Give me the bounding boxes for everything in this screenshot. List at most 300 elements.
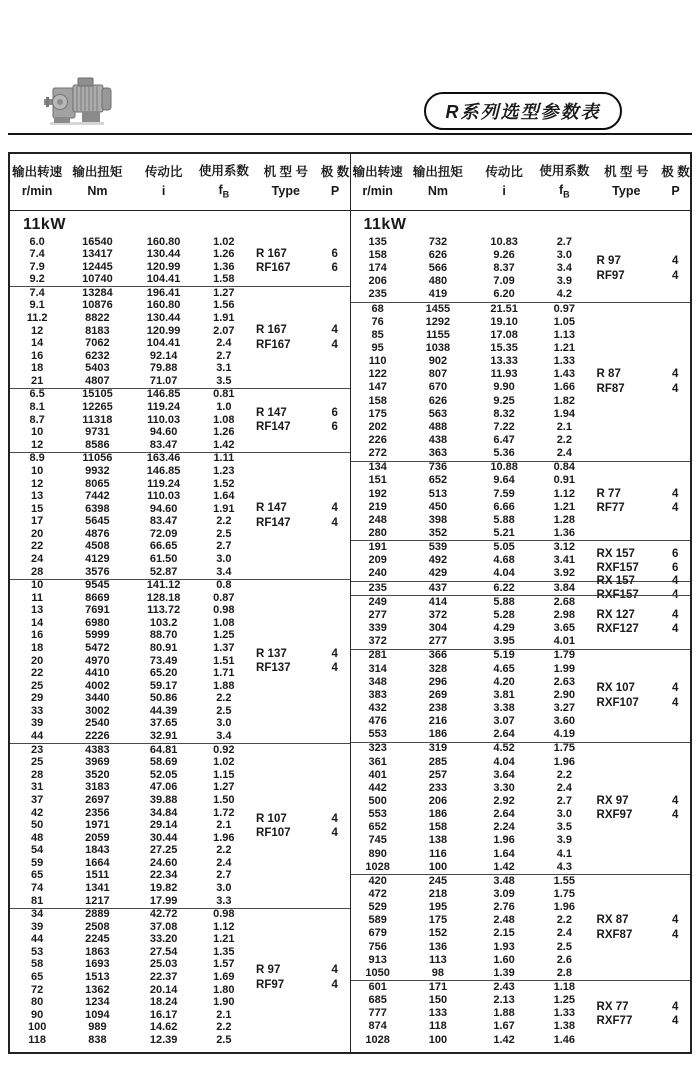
factor-cell: 1.52 — [213, 477, 235, 490]
speed-cell: 12 — [31, 324, 44, 337]
ratio-cell: 10.88 — [490, 461, 518, 474]
type-line — [592, 367, 690, 381]
type-label: RF77 — [596, 501, 625, 514]
speed-cell: 11 — [31, 591, 43, 604]
ratio-cell: 104.41 — [146, 273, 181, 286]
torque-cell: 3183 — [85, 781, 110, 794]
ratio-cell: 2.48 — [493, 914, 515, 927]
factor-cell: 1.96 — [213, 831, 235, 844]
ratio-cell: 83.47 — [149, 515, 178, 528]
speed-cell: 219 — [368, 500, 387, 513]
type-label: R 87 — [596, 368, 621, 381]
ratio-cell: 6.22 — [493, 581, 515, 594]
ratio-cell: 5.19 — [493, 649, 515, 662]
speed-cell: 383 — [368, 688, 387, 701]
torque-cell: 100 — [428, 860, 448, 873]
torque-cell: 1094 — [85, 1008, 110, 1021]
ratio-cell: 4.65 — [493, 662, 515, 675]
right-group-2 — [351, 302, 691, 461]
speed-cell: 39 — [31, 920, 44, 933]
ratio-cell: 8.37 — [493, 262, 515, 275]
factor-cell: 2.68 — [553, 595, 576, 608]
speed-cell: 28 — [31, 565, 44, 578]
pole-value: 4 — [331, 338, 338, 351]
pole-value: 6 — [672, 547, 679, 560]
speed-cell: 59 — [31, 856, 44, 869]
type-line — [592, 382, 690, 396]
speed-cell: 348 — [368, 675, 387, 688]
type-line — [251, 963, 349, 977]
speed-cell: 756 — [368, 940, 387, 953]
torque-cell: 7691 — [85, 604, 110, 617]
torque-cell: 2889 — [85, 908, 110, 921]
factor-cell: 1.21 — [553, 341, 576, 354]
factor-cell: 2.6 — [556, 953, 572, 966]
ratio-cell: 71.07 — [149, 374, 178, 387]
torque-cell: 363 — [428, 447, 448, 460]
ratio-cell: 2.43 — [493, 981, 515, 994]
type-line — [592, 794, 690, 808]
ratio-cell: 128.18 — [146, 591, 181, 604]
factor-cell: 1.90 — [213, 996, 235, 1009]
speed-cell: 9.2 — [29, 273, 45, 286]
type-line — [251, 978, 349, 992]
ratio-cell: 3.48 — [493, 874, 515, 887]
speed-cell: 7.4 — [29, 286, 45, 299]
torque-cell: 670 — [428, 381, 448, 394]
factor-cell: 1.25 — [553, 994, 576, 1007]
factor-cell: 3.41 — [553, 554, 576, 567]
factor-cell: 2.4 — [216, 337, 232, 350]
factor-cell: 1.0 — [216, 401, 232, 414]
left-group-3 — [10, 388, 350, 452]
pole-value: 4 — [672, 575, 679, 588]
torque-cell: 1234 — [85, 996, 110, 1009]
pole-value: 4 — [672, 255, 679, 268]
ratio-cell: 1.60 — [493, 953, 515, 966]
pole-value: 4 — [331, 516, 338, 529]
speed-cell: 432 — [368, 701, 387, 714]
torque-cell: 285 — [428, 755, 448, 768]
ratio-cell: 80.91 — [149, 642, 178, 655]
factor-cell: 1.26 — [213, 426, 235, 439]
factor-cell: 1.15 — [213, 768, 235, 781]
speed-cell: 85 — [371, 328, 384, 341]
factor-cell: 1.23 — [213, 464, 235, 477]
torque-cell: 2540 — [85, 717, 110, 730]
type-line — [592, 1014, 690, 1028]
speed-cell: 13 — [31, 490, 44, 503]
table-body-right — [351, 211, 691, 1052]
factor-cell: 3.60 — [553, 715, 576, 728]
torque-cell: 7442 — [85, 490, 110, 503]
speed-cell: 8.9 — [29, 452, 45, 465]
type-label: RXF127 — [596, 623, 639, 636]
factor-cell: 2.4 — [216, 856, 232, 869]
ratio-cell: 83.47 — [149, 438, 178, 451]
header-service-factor: 使用系数 $f_B$ — [198, 164, 249, 200]
factor-cell: 1.28 — [553, 513, 576, 526]
speed-cell: 281 — [368, 649, 387, 662]
type-line — [592, 487, 690, 501]
header-type: 机 型 号 Type — [263, 165, 309, 198]
torque-cell: 5403 — [85, 362, 110, 375]
speed-cell: 81 — [31, 894, 44, 907]
torque-cell: 566 — [428, 262, 448, 275]
speed-cell: 361 — [368, 755, 387, 768]
pole-value: 4 — [672, 928, 679, 941]
ratio-cell: 7.09 — [493, 275, 515, 288]
factor-cell: 3.4 — [216, 565, 232, 578]
ratio-cell: 12.39 — [149, 1033, 178, 1046]
ratio-cell: 19.82 — [149, 882, 178, 894]
type-label: RF107 — [256, 826, 291, 839]
right-group-9 — [351, 874, 691, 980]
ratio-cell: 130.44 — [146, 248, 181, 261]
factor-cell: 2.1 — [216, 1008, 232, 1021]
torque-cell: 4876 — [85, 527, 110, 540]
torque-cell: 269 — [428, 688, 448, 701]
factor-cell: 2.5 — [556, 940, 572, 953]
type-line — [251, 812, 349, 826]
factor-cell: 1.33 — [553, 355, 576, 368]
type-pole-block — [251, 909, 349, 1047]
speed-cell: 39 — [31, 717, 44, 730]
header-output-torque: 输出扭矩 Nm — [72, 165, 123, 198]
header-output-speed: 输出转速 r/min — [352, 165, 403, 198]
ratio-cell: 120.99 — [146, 260, 181, 273]
factor-cell: 2.2 — [556, 914, 572, 927]
ratio-cell: 88.70 — [149, 629, 178, 642]
ratio-cell: 65.20 — [149, 667, 178, 680]
torque-cell: 2697 — [85, 793, 110, 806]
speed-cell: 339 — [368, 622, 387, 635]
torque-cell: 257 — [428, 768, 448, 781]
type-label: RX 77 — [596, 1000, 629, 1013]
torque-cell: 12445 — [82, 260, 113, 273]
pole-value: 4 — [672, 382, 679, 395]
type-line — [251, 516, 349, 530]
torque-cell: 216 — [428, 715, 448, 728]
type-label: RF87 — [596, 382, 625, 395]
type-label: RF167 — [256, 262, 291, 275]
ratio-cell: 160.80 — [146, 235, 181, 248]
speed-cell: 25 — [31, 756, 44, 769]
speed-cell: 442 — [368, 781, 387, 794]
torque-cell: 492 — [428, 554, 448, 567]
factor-cell: 0.98 — [213, 604, 235, 617]
ratio-cell: 7.22 — [493, 420, 515, 433]
speed-cell: 158 — [368, 394, 387, 407]
torque-cell: 319 — [428, 742, 448, 755]
ratio-cell: 1.39 — [493, 966, 515, 979]
torque-cell: 3969 — [85, 756, 110, 769]
factor-cell: 1.69 — [213, 971, 235, 984]
speed-cell: 80 — [31, 996, 44, 1009]
speed-cell: 401 — [368, 768, 387, 781]
factor-cell: 1.35 — [213, 945, 235, 958]
factor-cell: 1.27 — [213, 286, 235, 299]
pole-value: 4 — [331, 978, 338, 991]
torque-cell: 195 — [428, 901, 448, 914]
factor-cell: 2.8 — [556, 966, 572, 979]
ratio-cell: 22.37 — [149, 971, 178, 984]
page-title: R系列选型参数表 — [424, 92, 622, 130]
ratio-cell: 22.34 — [149, 869, 178, 882]
torque-cell: 419 — [428, 288, 448, 301]
column-header-right — [351, 154, 691, 211]
factor-cell: 1.66 — [553, 381, 576, 394]
ratio-cell: 163.46 — [146, 452, 181, 465]
torque-cell: 539 — [428, 541, 448, 554]
type-pole-block — [592, 596, 690, 649]
ratio-cell: 110.03 — [147, 413, 181, 426]
ratio-cell: 79.88 — [149, 362, 178, 375]
type-line — [592, 269, 690, 283]
speed-cell: 100 — [27, 1021, 47, 1034]
ratio-cell: 9.64 — [493, 474, 515, 487]
factor-cell: 1.21 — [553, 500, 576, 513]
ratio-cell: 5.36 — [493, 447, 515, 460]
ratio-cell: 141.12 — [146, 579, 181, 592]
torque-cell: 807 — [428, 368, 448, 381]
speed-cell: 500 — [368, 794, 387, 807]
type-pole-block — [592, 650, 690, 742]
ratio-cell: 94.60 — [149, 502, 178, 515]
torque-cell: 2245 — [85, 933, 110, 946]
torque-cell: 158 — [428, 821, 448, 834]
speed-cell: 529 — [368, 901, 387, 914]
type-label: RXF87 — [596, 928, 633, 941]
type-label: RX 107 — [596, 682, 635, 695]
right-group-3 — [351, 461, 691, 541]
torque-cell: 1155 — [425, 328, 450, 341]
type-pole-block — [592, 875, 690, 980]
ratio-cell: 61.50 — [149, 552, 178, 565]
ratio-cell: 1.67 — [493, 1020, 515, 1033]
torque-cell: 9731 — [85, 426, 110, 439]
torque-cell: 2508 — [85, 920, 110, 933]
torque-cell: 1971 — [85, 819, 110, 832]
speed-cell: 420 — [368, 874, 387, 887]
ratio-cell: 119.24 — [147, 401, 181, 414]
ratio-cell: 1.42 — [493, 1033, 515, 1046]
factor-cell: 3.0 — [556, 808, 572, 821]
torque-cell: 429 — [428, 567, 448, 580]
header-ratio: 传动比 i — [485, 165, 523, 198]
factor-cell: 1.56 — [213, 299, 235, 312]
pole-value: 6 — [331, 407, 338, 419]
pole-value: 4 — [331, 662, 338, 675]
torque-cell: 11318 — [82, 413, 113, 426]
speed-cell: 16 — [31, 349, 44, 362]
ratio-cell: 27.25 — [149, 844, 178, 857]
speed-cell: 277 — [368, 608, 387, 621]
torque-cell: 15105 — [82, 388, 113, 401]
speed-cell: 147 — [368, 381, 387, 394]
ratio-cell: 4.29 — [493, 622, 515, 635]
pole-value: 4 — [672, 368, 679, 381]
type-line — [251, 647, 349, 661]
type-line — [251, 323, 349, 337]
torque-cell: 1664 — [85, 856, 110, 869]
type-pole-block — [251, 453, 349, 579]
ratio-cell: 2.64 — [493, 728, 515, 741]
type-line — [251, 420, 349, 434]
speed-cell: 6.0 — [29, 235, 45, 248]
factor-cell: 3.4 — [556, 262, 572, 275]
ratio-cell: 21.51 — [490, 302, 518, 315]
type-line — [592, 913, 690, 927]
factor-cell: 1.42 — [213, 438, 235, 451]
speed-cell: 31 — [31, 781, 44, 794]
speed-cell: 72 — [31, 983, 44, 996]
torque-cell: 9545 — [85, 579, 110, 592]
factor-cell: 2.4 — [556, 447, 572, 460]
type-line — [251, 338, 349, 352]
ratio-cell: 9.26 — [493, 248, 515, 261]
torque-cell: 352 — [428, 527, 448, 539]
torque-cell: 152 — [428, 927, 448, 940]
torque-cell: 171 — [428, 981, 448, 994]
speed-cell: 1028 — [365, 1033, 390, 1046]
factor-cell: 0.98 — [213, 908, 235, 921]
type-pole-block — [592, 303, 690, 461]
torque-cell: 6398 — [85, 502, 110, 515]
speed-cell: 174 — [368, 262, 387, 275]
torque-cell: 16540 — [82, 235, 113, 248]
speed-cell: 10 — [31, 579, 44, 592]
speed-cell: 22 — [31, 667, 44, 680]
torque-cell: 1513 — [85, 971, 110, 984]
type-label: RX 87 — [596, 914, 629, 927]
speed-cell: 76 — [371, 315, 384, 328]
torque-cell: 398 — [428, 513, 448, 526]
speed-cell: 50 — [31, 819, 44, 832]
ratio-cell: 42.72 — [149, 908, 178, 921]
ratio-cell: 146.85 — [146, 388, 181, 401]
torque-cell: 233 — [428, 781, 448, 794]
ratio-cell: 5.21 — [493, 527, 515, 539]
torque-cell: 186 — [428, 728, 448, 741]
factor-cell: 1.08 — [213, 616, 235, 629]
type-pole-block — [251, 236, 349, 286]
pole-value: 4 — [672, 1015, 679, 1028]
torque-cell: 1362 — [85, 983, 110, 996]
factor-cell: 0.97 — [553, 302, 576, 315]
ratio-cell: 196.41 — [146, 286, 181, 299]
left-group-6 — [10, 743, 350, 908]
left-group-4 — [10, 452, 350, 579]
ratio-cell: 2.64 — [493, 808, 515, 821]
factor-cell: 1.82 — [553, 394, 576, 407]
ratio-cell: 2.76 — [493, 901, 515, 914]
speed-cell: 777 — [368, 1007, 387, 1020]
factor-cell: 1.72 — [213, 806, 235, 819]
factor-cell: 0.87 — [213, 591, 235, 604]
type-label: RX 97 — [596, 794, 629, 807]
ratio-cell: 113.72 — [147, 604, 181, 617]
torque-cell: 118 — [429, 1020, 447, 1033]
speed-cell: 372 — [368, 635, 387, 648]
speed-cell: 21 — [31, 374, 44, 387]
type-label: R 147 — [256, 407, 287, 419]
ratio-cell: 17.08 — [490, 328, 518, 341]
torque-cell: 1843 — [85, 844, 110, 857]
type-label: RF147 — [256, 421, 291, 434]
speed-cell: 68 — [371, 302, 384, 315]
type-label: R 137 — [256, 647, 287, 660]
torque-cell: 513 — [428, 487, 448, 500]
torque-cell: 8065 — [85, 477, 110, 490]
speed-cell: 240 — [368, 567, 387, 580]
pole-value: 4 — [672, 589, 679, 602]
left-group-7 — [10, 908, 350, 1047]
torque-cell: 563 — [428, 407, 448, 420]
type-pole-block — [592, 743, 690, 874]
factor-cell: 0.91 — [553, 474, 576, 487]
ratio-cell: 3.81 — [493, 688, 515, 701]
torque-cell: 2356 — [85, 806, 110, 819]
torque-cell: 4383 — [85, 743, 110, 756]
speed-cell: 472 — [368, 888, 387, 900]
type-label: RF137 — [256, 662, 291, 675]
ratio-cell: 47.06 — [149, 781, 178, 794]
ratio-cell: 4.04 — [493, 755, 515, 768]
torque-cell: 438 — [428, 433, 448, 446]
factor-cell: 4.3 — [556, 860, 572, 873]
speed-cell: 65 — [31, 971, 44, 984]
speed-cell: 280 — [368, 527, 387, 539]
torque-cell: 175 — [428, 914, 448, 927]
ratio-cell: 146.85 — [146, 464, 181, 477]
pole-value: 4 — [672, 269, 679, 282]
left-group-5 — [10, 579, 350, 744]
factor-cell: 2.5 — [216, 704, 232, 717]
factor-cell: 1.64 — [213, 490, 235, 503]
speed-cell: 248 — [368, 513, 387, 526]
power-label-right: 11kW — [363, 216, 407, 233]
ratio-cell: 3.09 — [493, 888, 515, 900]
factor-cell: 3.5 — [216, 374, 232, 387]
torque-cell: 98 — [431, 966, 445, 979]
torque-cell: 3520 — [85, 768, 110, 781]
factor-cell: 2.7 — [556, 235, 572, 248]
type-line — [251, 261, 349, 275]
ratio-cell: 73.49 — [149, 654, 178, 667]
pole-value: 4 — [331, 826, 338, 839]
torque-cell: 328 — [428, 662, 448, 675]
ratio-cell: 5.05 — [493, 541, 515, 554]
type-line — [592, 808, 690, 822]
factor-cell: 2.5 — [216, 527, 232, 540]
factor-cell: 1.12 — [553, 487, 576, 500]
torque-cell: 12265 — [82, 401, 113, 414]
speed-cell: 135 — [368, 235, 387, 248]
torque-cell: 1693 — [85, 958, 110, 971]
type-line — [592, 696, 690, 710]
factor-cell: 3.0 — [556, 248, 572, 261]
torque-cell: 138 — [428, 834, 448, 847]
ratio-cell: 14.62 — [149, 1021, 178, 1034]
ratio-cell: 119.24 — [147, 477, 181, 490]
torque-cell: 3576 — [85, 565, 110, 578]
speed-cell: 235 — [368, 288, 387, 301]
factor-cell: 3.4 — [216, 730, 232, 743]
speed-cell: 685 — [368, 994, 387, 1007]
pole-value: 4 — [672, 501, 679, 514]
ratio-cell: 1.64 — [493, 847, 515, 860]
